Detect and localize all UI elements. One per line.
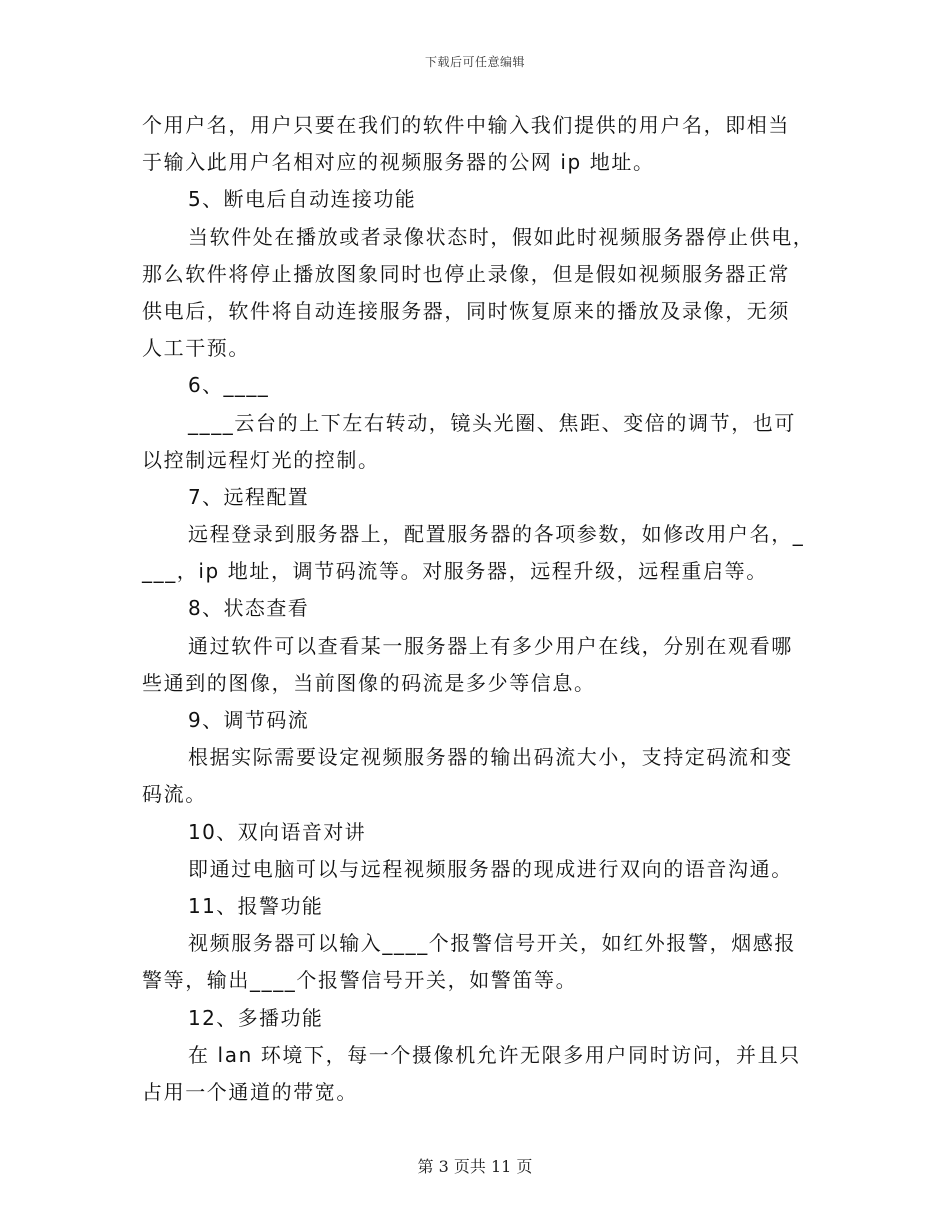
page-footer: 第 3 页共 11 页 xyxy=(417,1157,533,1176)
section-heading: 10、双向语音对讲 xyxy=(188,819,367,844)
paragraph-line: 警等，输出____个报警信号开关，如警笛等。 xyxy=(142,968,578,993)
paragraph-line: 于输入此用户名相对应的视频服务器的公网 ip 地址。 xyxy=(142,150,655,175)
paragraph-line: 在 lan 环境下，每一个摄像机允许无限多用户同时访问，并且只 xyxy=(188,1042,801,1067)
paragraph-line: ___，ip 地址，调节码流等。对服务器，远程升级，远程重启等。 xyxy=(142,559,768,584)
paragraph-line: 视频服务器可以输入____个报警信号开关，如红外报警，烟感报 xyxy=(188,931,796,956)
paragraph-line: 根据实际需要设定视频服务器的输出码流大小，支持定码流和变 xyxy=(188,745,793,770)
paragraph-line: 占用一个通道的带宽。 xyxy=(142,1079,358,1104)
paragraph-line: 远程登录到服务器上，配置服务器的各项参数，如修改用户名，_ xyxy=(188,522,805,547)
section-heading: 6、____ xyxy=(188,373,270,398)
paragraph-line: 个用户名，用户只要在我们的软件中输入我们提供的用户名，即相当 xyxy=(142,113,790,137)
document-body xyxy=(142,107,815,1111)
section-heading: 12、多播功能 xyxy=(188,1005,324,1030)
paragraph-line: 些通到的图像，当前图像的码流是多少等信息。 xyxy=(142,670,596,695)
paragraph-line: 那么软件将停止播放图象同时也停止录像，但是假如视频服务器正常 xyxy=(142,261,790,286)
section-heading: 11、报警功能 xyxy=(188,893,324,918)
section-heading: 9、调节码流 xyxy=(188,708,310,732)
paragraph-line: ____云台的上下左右转动，镜头光圈、焦距、变倍的调节，也可 xyxy=(188,410,796,435)
paragraph-line: 码流。 xyxy=(142,782,207,807)
section-heading: 7、远程配置 xyxy=(188,484,310,509)
paragraph-line: 即通过电脑可以与远程视频服务器的现成进行双向的语音沟通。 xyxy=(188,856,793,881)
page-header: 下载后可任意编辑 xyxy=(424,55,525,69)
section-heading: 8、状态查看 xyxy=(188,596,310,621)
paragraph-line: 人工干预。 xyxy=(142,336,250,361)
paragraph-line: 以控制远程灯光的控制。 xyxy=(142,447,380,472)
paragraph-line: 供电后，软件将自动连接服务器，同时恢复原来的播放及录像，无须 xyxy=(142,298,790,323)
paragraph-line: 通过软件可以查看某一服务器上有多少用户在线，分别在观看哪 xyxy=(188,633,793,658)
paragraph-line: 当软件处在播放或者录像状态时，假如此时视频服务器停止供电， xyxy=(188,224,815,249)
section-heading: 5、断电后自动连接功能 xyxy=(188,187,417,212)
